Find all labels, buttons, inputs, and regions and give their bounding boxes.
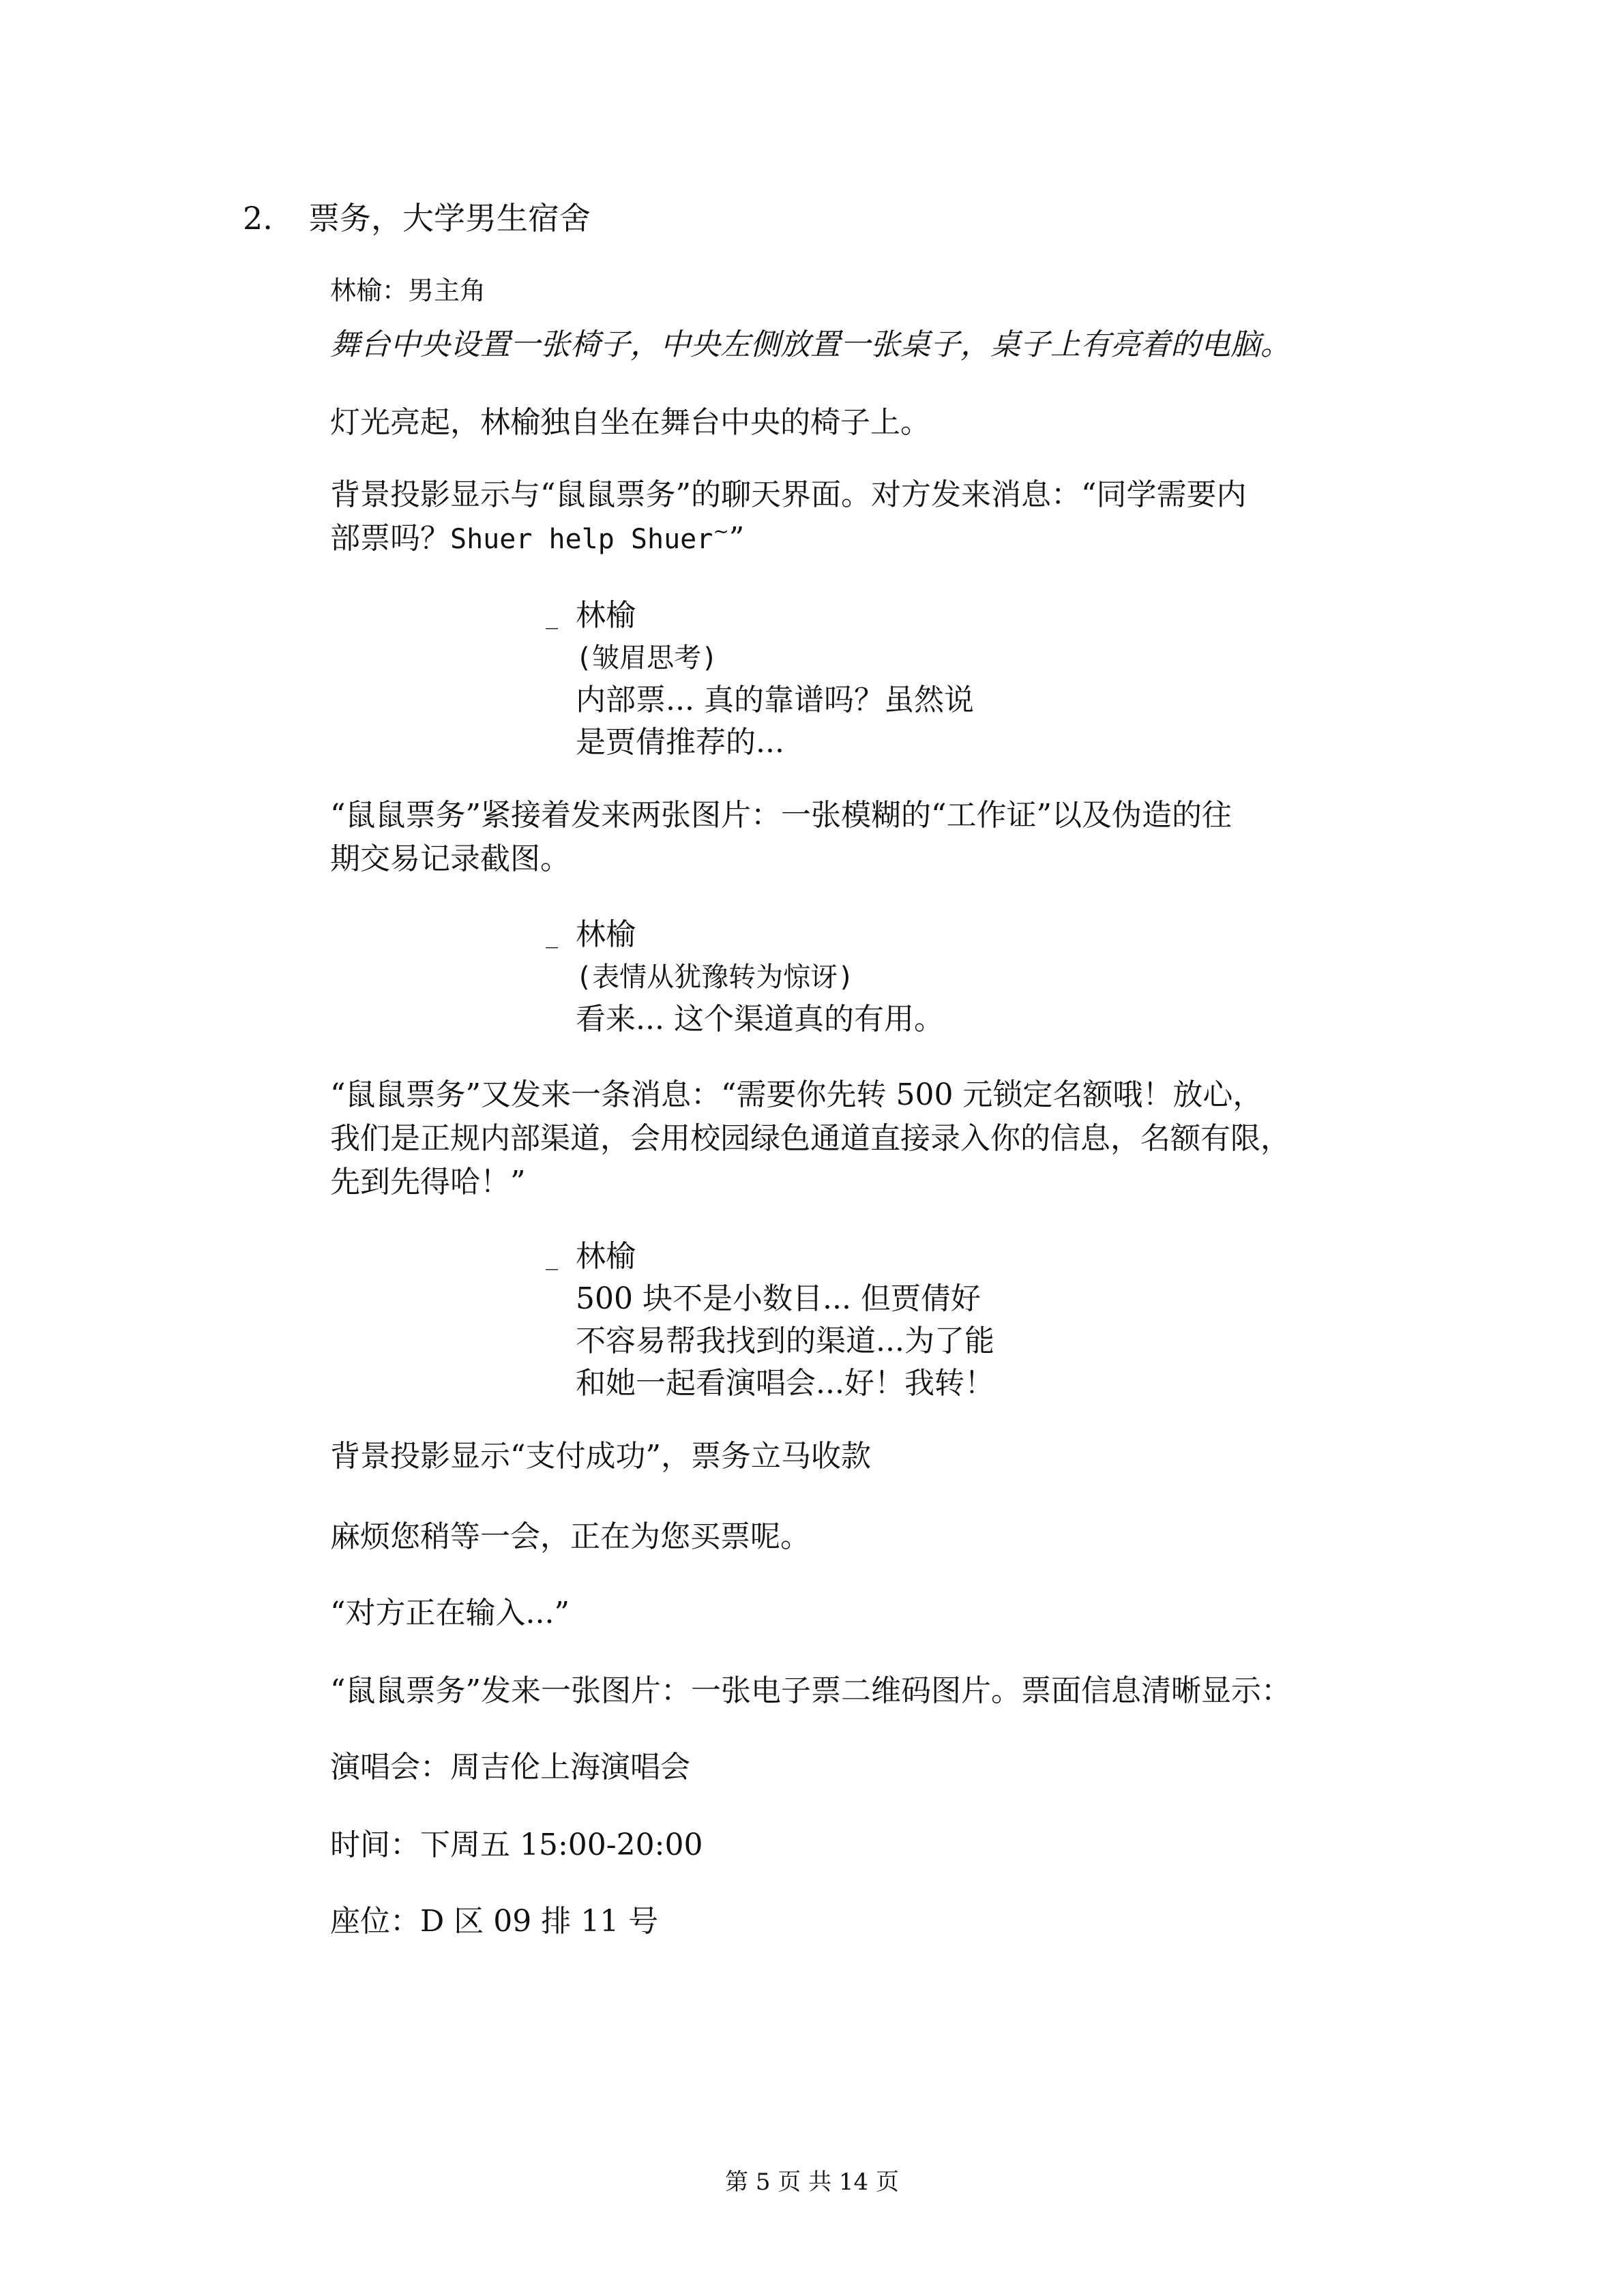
ticket-time: 时间：下周五 15:00-20:00 bbox=[330, 1828, 703, 1862]
action-line: 背景投影显示与“鼠鼠票务”的聊天界面。对方发来消息：“同学需要内 bbox=[330, 477, 1247, 512]
speaker-row bbox=[546, 914, 1160, 956]
action-text: ” bbox=[728, 521, 745, 556]
dialogue-line: 500 块不是小数目... 但贾倩好 bbox=[576, 1281, 981, 1316]
action-line: “鼠鼠票务”又发来一条消息：“需要你先转 500 元锁定名额哦！放心， bbox=[330, 1077, 1263, 1112]
action-typing: “对方正在输入...” bbox=[330, 1596, 570, 1630]
action-line: “鼠鼠票务”紧接着发来两张图片：一张模糊的“工作证”以及伪造的往 bbox=[330, 798, 1232, 833]
cast-list: 林榆：男主角 bbox=[330, 275, 486, 305]
dialogue-marker: _ bbox=[546, 601, 558, 629]
action-line: 期交易记录截图。 bbox=[330, 841, 570, 876]
page-footer: 第 5 页 共 14 页 bbox=[725, 2168, 899, 2196]
action-images-sent bbox=[330, 794, 1394, 881]
action-line bbox=[330, 517, 1394, 561]
dialogue-line: 不容易帮我找到的渠道...为了能 bbox=[576, 1324, 994, 1358]
parenthetical: (皱眉思考) bbox=[576, 642, 718, 674]
action-line: 我们是正规内部渠道，会用校园绿色通道直接录入你的信息，名额有限， bbox=[330, 1121, 1290, 1156]
speaker-name: 林榆 bbox=[576, 1239, 636, 1274]
dialogue-block-1 bbox=[546, 595, 1160, 764]
action-chat-interface bbox=[330, 473, 1394, 561]
action-please-wait: 麻烦您稍等一会，正在为您买票呢。 bbox=[330, 1519, 810, 1554]
stage-direction: 舞台中央设置一张椅子，中央左侧放置一张桌子，桌子上有亮着的电脑。 bbox=[330, 327, 1290, 362]
dialogue-line: 看来... 这个渠道真的有用。 bbox=[576, 1002, 944, 1037]
action-lights-up: 灯光亮起，林榆独自坐在舞台中央的椅子上。 bbox=[330, 405, 930, 440]
action-text: 部票吗？ bbox=[330, 521, 450, 556]
action-line: 先到先得哈！” bbox=[330, 1165, 526, 1199]
action-payment-request bbox=[330, 1073, 1394, 1204]
tilde-mark: ~ bbox=[713, 520, 729, 543]
dialogue-marker: _ bbox=[546, 1242, 558, 1270]
speaker-name: 林榆 bbox=[576, 598, 636, 633]
speaker-row bbox=[546, 595, 1160, 637]
dialogue-block-3 bbox=[546, 1236, 1160, 1405]
dialogue-block-2 bbox=[546, 914, 1160, 1041]
speaker-row bbox=[546, 1236, 1160, 1278]
dialogue-marker: _ bbox=[546, 921, 558, 949]
dialogue-body bbox=[546, 1278, 1160, 1405]
ticket-concert: 演唱会：周吉伦上海演唱会 bbox=[330, 1750, 690, 1785]
ticket-seat: 座位：D 区 09 排 11 号 bbox=[330, 1904, 659, 1939]
dialogue-line: 和她一起看演唱会...好！我转！ bbox=[576, 1366, 994, 1401]
parenthetical: (表情从犹豫转为惊讶) bbox=[576, 961, 855, 993]
scene-heading bbox=[243, 198, 591, 239]
scene-number: 2. bbox=[243, 200, 273, 237]
action-payment-success: 背景投影显示“支付成功”，票务立马收款 bbox=[330, 1439, 871, 1474]
dialogue-body bbox=[546, 956, 1160, 1041]
speaker-name: 林榆 bbox=[576, 917, 636, 952]
dialogue-line: 是贾倩推荐的... bbox=[576, 725, 784, 760]
action-ticket-image: “鼠鼠票务”发来一张图片：一张电子票二维码图片。票面信息清晰显示： bbox=[330, 1673, 1291, 1708]
dialogue-body bbox=[546, 637, 1160, 764]
scene-title: 票务，大学男生宿舍 bbox=[308, 200, 591, 237]
dialogue-line: 内部票... 真的靠谱吗？虽然说 bbox=[576, 683, 974, 717]
code-text: Shuer help Shuer bbox=[450, 524, 713, 555]
